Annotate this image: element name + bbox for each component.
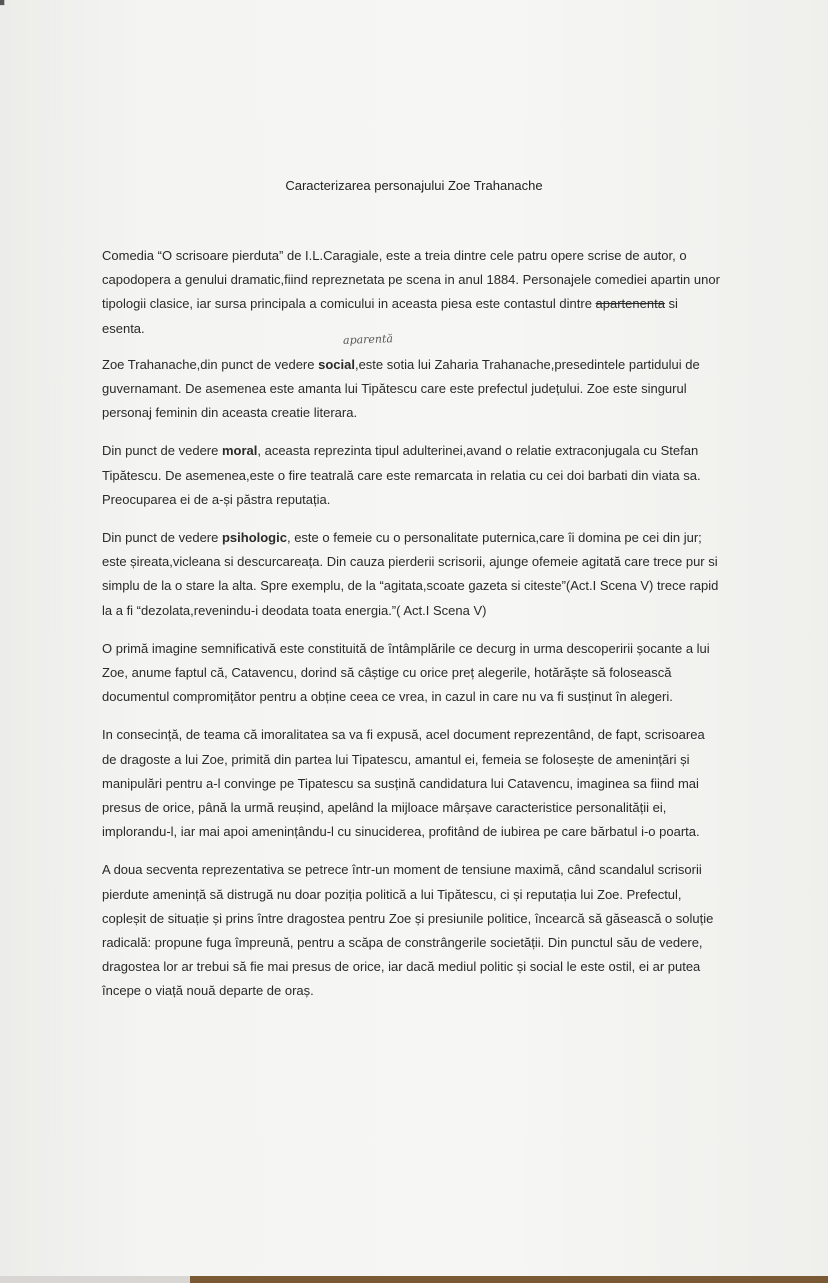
paragraph-social xyxy=(102,353,722,426)
paragraph-moral-lead: Din punct de vedere xyxy=(102,443,222,459)
table-edge xyxy=(190,1276,828,1283)
handwritten-correction: aparentă xyxy=(342,332,394,347)
keyword-social: social xyxy=(318,356,355,372)
paragraph-social-text: ,este sotia lui Zaharia Trahanache,presedintele partidului de guvernamant. De asemenea este amanta lui Tipătescu care este prefectul județului. Zoe este singurul personaj feminin din aceasta creatie literara. xyxy=(102,356,700,421)
paragraph-psihologic-lead: Din punct de vedere xyxy=(102,530,222,546)
paragraph-consequence: In consecință, de teama că imoralitatea sa va fi expusă, acel document reprezentând, de fapt, scrisoarea de dragoste a lui Zoe, primită din partea lui Tipatescu, amantul ei, femeia se folosește de amenințări și manipulări pentru a-l convinge pe Tipatescu sa susțină candidatura lui Catavencu, imaginea sa fiind mai presus de orice, până la urmă reușind, apelând la mijloace mârșave caracteristice personalității ei, implorandu-l, iar mai apoi amenințându-l cu sinuciderea, profitând de iubirea pe care bărbatul i-o poarta. xyxy=(102,727,705,840)
table-surface xyxy=(0,1276,190,1283)
paragraph-moral xyxy=(102,439,722,512)
paragraph-moral-text: , aceasta reprezinta tipul adulterinei,avand o relatie extraconjugala cu Stefan Tipătescu. De asemenea,este o fire teatrală care este remarcata in relatia cu cei doi barbati din viata sa. Preocuparea ei de a-și păstra reputația. xyxy=(102,443,701,507)
paragraph-intro xyxy=(102,244,722,341)
paragraph-first-scene: O primă imagine semnificativă este constituită de întâmplările ce decurg in urma descoperirii șocante a lui Zoe, anume faptul că, Catavencu, dorind să câștige cu orice preț alegerile, hotărăște să folosească documentul compromițător pentru a obține ceea ce vrea, in cazul in care nu va fi susținut în alegeri. xyxy=(102,640,710,705)
paragraph-psihologic xyxy=(102,526,722,623)
document-title: Caracterizarea personajului Zoe Trahanache xyxy=(285,178,543,193)
paragraph-social-lead: Zoe Trahanache,din punct de vedere xyxy=(102,356,319,372)
corner-mark: ▘ xyxy=(0,0,9,12)
keyword-psihologic: psihologic xyxy=(221,530,287,546)
struck-word: apartenenta xyxy=(595,296,665,312)
paragraph-intro-text: Comedia “O scrisoare pierduta” de I.L.Caragiale, este a treia dintre cele patru opere scrise de autor, o capodopera a genului dramatic,fiind repreznetata pe scena in anul 1884. Personajele comediei apartin unor tipologii clasice, iar sursa principala a comicului in aceasta piesa este contastul dintre xyxy=(102,248,720,312)
paragraph-second-scene: A doua secventa reprezentativa se petrece într-un moment de tensiune maximă, când scandalul scrisorii pierdute amenință să distrugă nu doar poziția politică a lui Tipătescu, ci și reputația lui Zoe. Prefectul, copleșit de situație și prins între dragostea pentru Zoe și presiunile politice, încearcă să găsească o soluție radicală: propune fuga împreună, pentru a scăpa de constrângerile societății. Din punctul său de vedere, dragostea lor ar trebui să fie mai presus de orice, iar dacă mediul politic și social le este ostil, ei ar putea începe o viață nouă departe de oraș. xyxy=(102,862,714,999)
keyword-moral: moral xyxy=(221,443,258,459)
document-body xyxy=(102,244,722,1018)
paragraph-psihologic-text: , este o femeie cu o personalitate puternica,care îi domina pe cei din jur; este șireata,vicleana si descurcareața. Din cauza pierderii scrisorii, ajunge ofemeie agitată care trece pur si simplu de la o stare la alta. Spre exemplu, de la “agitata,scoate gazeta si citeste”(Act.I Scena V) trece rapid la a fi “dezolata,revenindu-i deodata toata energia.”( Act.I Scena V) xyxy=(102,530,719,618)
paragraph-intro-tail: si esenta. xyxy=(102,296,678,336)
